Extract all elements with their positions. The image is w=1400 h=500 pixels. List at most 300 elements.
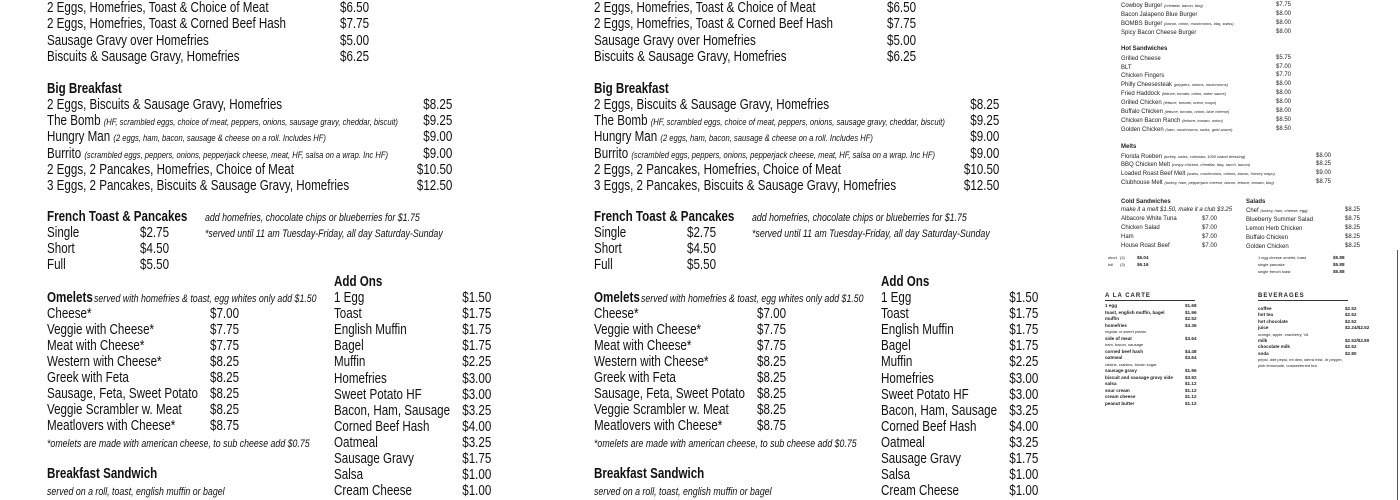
menu-item-price: $8.25 [422,97,452,113]
a-la-carte-item: toast, english muffin, bagel [1105,309,1165,315]
menu-item-name: Biscuits & Sausage Gravy, Homefries [594,49,787,65]
item-name: 2 Eggs, 2 Pancakes, Homefries, Choice of Meat [47,162,294,178]
item-name: Clubhouse Melt [1121,180,1163,186]
add-on-price: $3.25 [461,434,491,451]
menu-item-price: $7.00 [210,306,240,322]
menu-item-price: $8.25 [210,386,240,402]
beverage-item: juice [1258,325,1269,331]
menu-item-price: $8.75 [1345,216,1361,222]
menu-item-price: $8.00 [1276,90,1292,96]
section-title: Omelets [47,290,93,306]
section-note: make it a melt $1.50, make it a club $3.25 [1121,207,1233,213]
section-note: add homefries, chocolate chips or blueberries for $1.75 [752,212,967,224]
item-name: Blueberry Summer Salad [1246,217,1314,223]
item-name: Florida Rueben [1121,154,1163,160]
a-la-carte-item: homefries [1105,322,1127,328]
section-title: Breakfast Sandwich [47,466,158,482]
section-underline [1258,300,1348,301]
add-on-price: $1.50 [461,290,491,306]
menu-item [1121,179,1274,187]
item-name: Hungry Man [47,129,111,145]
add-on-name: English Muffin [334,322,407,339]
item-name: Grilled Chicken [1121,100,1162,106]
item-description: (cheddar, bacon, bbq) [1164,3,1203,8]
menu-item [1121,29,1196,37]
item-name: Spicy Bacon Cheese Burger [1121,30,1197,36]
menu-item-name: Cheese* [47,306,92,322]
menu-item-price: $8.25 [1345,207,1361,213]
item-name: Hungry Man [594,129,658,145]
a-la-carte-item: sour cream [1105,387,1130,393]
item-name: BBQ Chicken Melt [1121,162,1171,168]
item-note: orange, apple, cranberry, V8 [1258,331,1309,337]
a-la-carte-item: oatmeal [1105,355,1123,360]
menu-item-price: $9.00 [969,146,999,162]
menu-item-price: $6.25 [887,49,917,65]
menu-item-price: $8.75 [1316,179,1332,185]
pancake-name: short [1108,255,1117,260]
beverage-item: soda [1258,350,1269,356]
menu-item-price: $8.25 [210,402,240,418]
menu-item-price: $7.75 [1276,2,1292,8]
beverage-price: $2.52 [1345,344,1357,350]
menu-item-price: $6.50 [340,0,370,16]
section-title: Big Breakfast [47,81,122,97]
menu-item-price: $10.50 [963,162,999,178]
menu-item-name: 2 Eggs, Homefries, Toast & Corned Beef Hash [594,16,833,32]
menu-item-name: Short [594,241,622,257]
footnote: *omelets are made with american cheese, to sub cheese add $0.75 [47,438,310,450]
item-description: (turkey, ham, cheese, egg) [1260,208,1308,213]
menu-item-price: $9.00 [969,129,999,145]
item-description: (crispy chicken, cheddar, bbq, ranch, bacon) [1171,162,1251,167]
menu-item-price: $5.75 [1276,55,1292,61]
menu-item [1121,55,1161,63]
menu-item-name: Veggie with Cheese* [47,322,155,338]
menu-item [1121,72,1164,80]
menu-item-name: Meat with Cheese* [47,338,145,354]
menu-item-price: $8.00 [1316,153,1332,159]
pancake-qty: (3) [1120,262,1125,267]
menu-item-price: $6.50 [887,0,917,16]
menu-item-name: Single [47,225,80,241]
menu-item-price: $7.00 [1202,234,1218,240]
menu-item [1246,216,1313,224]
item-description: (turkey, swiss, coleslaw, 1000 island dressing) [1163,154,1246,159]
menu-item [594,178,896,196]
item-description: (peppers, onions, mushrooms) [1173,82,1228,87]
add-on-name: Oatmeal [881,434,925,451]
item-name: Chicken Bacon Ranch [1121,118,1181,124]
menu-item [1121,99,1216,107]
menu-item-price: $7.75 [757,338,787,354]
section-title: Salads [1246,199,1266,205]
item-name: Cowboy Burger [1121,3,1163,9]
beverage-price: $2.52 [1345,312,1357,318]
menu-item-price: $8.00 [1276,11,1292,17]
beverage-item: milk [1258,338,1268,343]
item-name: The Bomb [47,113,101,129]
menu-item-price: $8.25 [210,370,240,386]
menu-item-name: Sausage Gravy over Homefries [594,33,756,49]
add-on-price: $3.25 [461,402,491,419]
menu-item [1246,243,1289,251]
item-note: pepsi, diet pepsi, mt dew, sierra mist, dr pepper, pink lemonade, unsweetened tea [1258,357,1343,369]
menu-item [1246,225,1302,233]
menu-item-price: $7.70 [1276,72,1292,78]
section-title: Omelets [594,290,640,306]
menu-item-price: $9.00 [422,129,452,145]
add-on-name: Muffin [881,354,913,371]
section-note: *served until 11 am Tuesday-Friday, all day Saturday-Sunday [752,228,990,240]
kids-item-price: $5.88 [1333,262,1345,267]
section-title: French Toast & Pancakes [47,209,188,225]
add-on-name: English Muffin [881,322,954,339]
a-la-carte-item: corned beef hash [1105,348,1144,354]
menu-item [1121,153,1245,161]
add-on-price: $1.75 [1008,451,1038,467]
item-name: Philly Cheesesteak [1121,82,1173,88]
menu-item-name: Chicken Salad [1121,225,1160,231]
a-la-carte-price: $1.12 [1185,400,1197,406]
add-on-name: Sausage Gravy [334,451,414,467]
menu-item-price: $7.75 [340,16,370,32]
menu-item-name: Sausage, Feta, Sweet Potato [47,386,198,402]
add-on-name: Cream Cheese [881,483,960,500]
menu-item-price: $9.00 [1316,170,1332,176]
menu-item-price: $8.25 [1345,243,1361,249]
menu-item-name: Meatlovers with Cheese* [47,418,176,434]
a-la-carte-item: 1 egg [1105,303,1117,308]
menu-item-name: Full [594,257,613,273]
menu-item-price: $4.50 [140,241,170,257]
menu-item [1121,81,1228,89]
kids-item-name: single french toast [1258,269,1291,274]
item-name: Buffalo Chicken [1246,235,1288,241]
menu-item-price: $8.25 [969,97,999,113]
section-title: Add Ons [334,274,383,290]
item-name: Bacon Jalapeno Blue Burger [1121,12,1198,18]
add-on-price: $4.00 [1008,418,1038,435]
add-on-price: $3.25 [1008,402,1038,419]
menu-item-price: $12.50 [416,178,452,194]
add-on-price: $1.75 [461,306,491,323]
menu-item-price: $7.00 [1202,243,1218,249]
menu-item-price: $2.75 [687,225,717,241]
add-on-price: $1.75 [1008,306,1038,323]
menu-item-price: $8.25 [210,354,240,370]
pancake-name: full [1108,262,1114,267]
a-la-carte-price: $3.36 [1185,322,1197,328]
beverage-price: $2.80 [1345,350,1357,356]
menu-item-name: Short [47,241,75,257]
menu-item-name: Sausage Gravy over Homefries [47,33,209,49]
menu-item-name: Ham [1121,234,1134,240]
item-name: 2 Eggs, Biscuits & Sausage Gravy, Homefries [594,97,830,113]
add-on-price: $1.75 [461,322,491,339]
add-on-price: $3.00 [461,386,491,403]
item-description: (lettuce, tomato, onion, tarter sauce) [1161,91,1226,96]
menu-item-price: $8.00 [1276,99,1292,105]
pancake-qty: (2) [1120,255,1125,260]
add-on-name: Sweet Potato HF [334,386,422,403]
item-description: (scrambled eggs, peppers, onions, pepperjack cheese, meat, HF, salsa on a wrap. Inc HF) [84,150,389,161]
menu-item-price: $9.25 [422,113,452,129]
menu-item-price: $7.75 [210,338,240,354]
a-la-carte-price: $1.12 [1185,387,1197,393]
add-on-name: Salsa [334,467,364,484]
add-on-price: $3.25 [1008,434,1038,451]
menu-item-price: $6.25 [340,49,370,65]
section-title: Add Ons [881,274,930,290]
section-note: served with homefries & toast, egg whites only add $1.50 [641,293,864,305]
item-note: ham, bacon, sausage [1105,342,1144,347]
item-description: (2 eggs, ham, bacon, sausage & cheese on a roll. Includes HF) [113,133,326,144]
menu-item [1121,170,1275,178]
menu-item-name: Full [47,257,66,273]
menu-item-price: $8.00 [1276,81,1292,87]
item-name: Buffalo Chicken [1121,109,1163,115]
menu-item-price: $8.25 [757,370,787,386]
item-name: 3 Eggs, 2 Pancakes, Biscuits & Sausage Gravy, Homefries [47,178,350,194]
a-la-carte-price: $1.68 [1185,303,1197,308]
menu-item-price: $7.75 [210,322,240,338]
add-on-name: Oatmeal [334,434,378,451]
add-on-price: $1.75 [461,451,491,467]
menu-item-price: $4.50 [687,241,717,257]
beverage-item: chocolate milk [1258,344,1290,350]
add-on-name: Homefries [881,370,934,387]
menu-item-price: $8.00 [1276,29,1292,35]
section-title: Melts [1121,144,1137,150]
pancake-price: $5.04 [1137,255,1149,260]
item-description: (HF, scrambled eggs, choice of meat, peppers, onions, sausage gravy, cheddar, biscuit) [103,117,398,128]
item-description: (2 eggs, ham, bacon, sausage & cheese on a roll. Includes HF) [660,133,873,144]
menu-item-name: 2 Eggs, Homefries, Toast & Corned Beef Hash [47,16,286,32]
menu-item [1121,64,1132,72]
add-on-price: $1.00 [1008,467,1038,484]
menu-item-name: Cheese* [594,306,639,322]
item-name: 2 Eggs, 2 Pancakes, Homefries, Choice of Meat [594,162,841,178]
menu-item [47,129,326,147]
add-on-name: Corned Beef Hash [881,418,977,435]
item-name: Fried Haddock [1121,91,1161,97]
add-on-price: $1.00 [461,467,491,484]
a-la-carte-price: $3.64 [1185,355,1197,360]
add-on-price: $1.75 [461,338,491,355]
menu-item-name: Veggie Scrambler w. Meat [47,402,182,418]
section-title: Breakfast Sandwich [594,466,705,482]
add-on-name: Cream Cheese [334,483,413,500]
add-on-price: $2.25 [1008,354,1038,371]
menu-item-name: Meat with Cheese* [594,338,692,354]
beverage-item: coffee [1258,306,1272,311]
menu-item-price: $5.50 [140,257,170,273]
a-la-carte-price: $3.64 [1185,335,1197,341]
menu-item-price: $5.50 [687,257,717,273]
item-description: (lettuce, tomato, onion, blue cheese) [1164,109,1230,114]
menu-item-name: Single [594,225,627,241]
item-description: (lettuce, tomato, onion) [1182,118,1223,123]
menu-item [1121,108,1229,116]
beverage-item: hot chocolate [1258,318,1288,324]
item-description: (HF, scrambled eggs, choice of meat, peppers, onions, sausage gravy, cheddar, biscuit) [650,117,945,128]
menu-item-price: $8.75 [210,418,240,434]
menu-item-price: $7.75 [757,322,787,338]
item-description: (swiss, mushrooms, onions, bacon, horsey mayo) [1187,171,1275,176]
beverage-price: $2.52/$2.80 [1345,338,1370,343]
beverage-item: hot tea [1258,312,1274,318]
a-la-carte-item: salsa [1105,381,1117,386]
menu-item-price: $8.50 [1276,117,1292,123]
a-la-carte-price: $2.52 [1185,316,1197,321]
a-la-carte-item: peanut butter [1105,400,1135,406]
menu-item-name: Greek with Feta [47,370,129,386]
item-name: Golden Chicken [1246,244,1289,250]
menu-item [1121,11,1197,19]
a-la-carte-item: side of meat [1105,335,1132,341]
item-name: Golden Chicken [1121,127,1164,133]
a-la-carte-price: $4.48 [1185,348,1197,354]
kids-item-price: $5.88 [1333,269,1345,274]
add-on-price: $2.25 [461,354,491,371]
add-on-name: Homefries [334,370,387,387]
add-on-price: $1.00 [1008,483,1038,500]
a-la-carte-item: muffin [1105,316,1120,321]
item-name: 3 Eggs, 2 Pancakes, Biscuits & Sausage Gravy, Homefries [594,178,897,194]
menu-item-price: $10.50 [416,162,452,178]
menu-item-name: Biscuits & Sausage Gravy, Homefries [47,49,240,65]
add-on-name: Sweet Potato HF [881,386,969,403]
add-on-name: Bacon, Ham, Sausage [881,402,998,419]
add-on-name: Sausage Gravy [881,451,961,467]
item-name: Loaded Roast Beef Melt [1121,171,1186,177]
a-la-carte-price: $1.12 [1185,394,1197,399]
section-title: A LA CARTE [1105,293,1151,299]
add-on-name: Salsa [881,467,911,484]
a-la-carte-item: sausage gravy [1105,368,1137,373]
menu-item-name: House Roast Beef [1121,243,1170,249]
add-on-name: Muffin [334,354,366,371]
add-on-price: $3.00 [1008,370,1038,387]
menu-item-price: $8.00 [1276,108,1292,114]
menu-item [1121,161,1250,169]
section-title: Hot Sandwiches [1121,46,1168,52]
beverage-price: $2.52 [1345,306,1357,311]
footnote: *omelets are made with american cheese, to sub cheese add $0.75 [594,438,857,450]
add-on-name: 1 Egg [334,290,365,306]
a-la-carte-price: $3.92 [1185,374,1197,380]
pancake-price: $6.16 [1137,262,1149,267]
section-title: BEVERAGES [1258,293,1305,299]
menu-item-name: Meatlovers with Cheese* [594,418,723,434]
add-on-price: $1.75 [1008,322,1038,339]
menu-item-price: $7.75 [887,16,917,32]
section-note: served on a roll, toast, english muffin or bagel [47,486,225,498]
menu-item-price: $9.00 [422,146,452,162]
menu-item [1121,117,1223,125]
menu-item-name: Veggie with Cheese* [594,322,702,338]
item-description: (ham, mushrooms, swiss, gold sauce) [1165,127,1233,132]
section-underline [1105,300,1195,301]
menu-item-price: $8.25 [757,402,787,418]
menu-item [47,178,349,196]
item-name: Burrito [47,146,82,162]
menu-item [1121,126,1233,134]
menu-item-price: $12.50 [963,178,999,194]
item-name: The Bomb [594,113,648,129]
add-on-name: Bacon, Ham, Sausage [334,402,451,419]
menu-item [1246,207,1308,215]
kids-item-price: $5.88 [1333,255,1345,260]
section-title: French Toast & Pancakes [594,209,735,225]
menu-item-price: $5.00 [887,33,917,49]
menu-item-price: $7.00 [1202,225,1218,231]
a-la-carte-item: biscuit and sausage gravy side [1105,374,1173,380]
item-name: Lemon Herb Chicken [1246,226,1303,232]
item-note: regular or sweet potato [1105,329,1146,334]
menu-item [1246,234,1288,242]
section-note: served on a roll, toast, english muffin or bagel [594,486,772,498]
menu-item-name: Western with Cheese* [594,354,709,370]
menu-item-name: Western with Cheese* [47,354,162,370]
menu-item-price: $8.25 [1345,225,1361,231]
add-on-price: $1.50 [1008,290,1038,306]
menu-item [1121,2,1203,10]
menu-item-name: Greek with Feta [594,370,676,386]
menu-item-name: 2 Eggs, Homefries, Toast & Choice of Meat [594,0,816,16]
menu-item-price: $7.00 [1202,216,1218,222]
menu-item-name: 2 Eggs, Homefries, Toast & Choice of Meat [47,0,269,16]
item-name: Chef [1246,208,1259,214]
add-on-price: $3.00 [1008,386,1038,403]
item-note: raisins, craisins, brown sugar [1105,361,1157,367]
section-note: add homefries, chocolate chips or blueberries for $1.75 [205,212,420,224]
menu-item-price: $9.25 [969,113,999,129]
item-name: BLT [1121,65,1132,71]
menu-item-price: $8.25 [1345,234,1361,240]
add-on-price: $1.75 [1008,338,1038,355]
menu-item-price: $8.25 [1316,161,1332,167]
a-la-carte-price: $1.96 [1185,368,1197,373]
item-name: Burrito [594,146,629,162]
add-on-name: Bagel [334,338,364,355]
add-on-name: Corned Beef Hash [334,418,430,435]
menu-item-price: $8.25 [757,354,787,370]
beverage-price: $2.24/$2.52 [1345,325,1370,331]
item-name: Chicken Fingers [1121,73,1165,79]
a-la-carte-price: $1.12 [1185,381,1197,386]
add-on-price: $1.00 [461,483,491,500]
item-description: (turkey, ham, pepperjack cheese, bacon, lettuce, tomato, bbq) [1164,180,1274,185]
section-note: *served until 11 am Tuesday-Friday, all day Saturday-Sunday [205,228,443,240]
menu-item [1121,20,1234,28]
menu-item-price: $2.75 [140,225,170,241]
menu-item-name: Veggie Scrambler w. Meat [594,402,729,418]
menu-item-price: $8.25 [757,386,787,402]
kids-item-name: 1 egg cheese omelet, toast [1258,255,1307,260]
item-description: (bacon, onion, mushrooms, bbq, swiss) [1164,21,1234,26]
menu-item-price: $5.00 [340,33,370,49]
menu-item [1121,90,1226,98]
menu-item-name: Albacore White Tuna [1121,216,1177,222]
add-on-name: Bagel [881,338,911,355]
add-on-name: Toast [334,306,362,323]
menu-item [594,129,873,147]
menu-item-price: $8.50 [1276,126,1292,132]
item-name: 2 Eggs, Biscuits & Sausage Gravy, Homefries [47,97,283,113]
beverage-price: $2.52 [1345,318,1357,324]
